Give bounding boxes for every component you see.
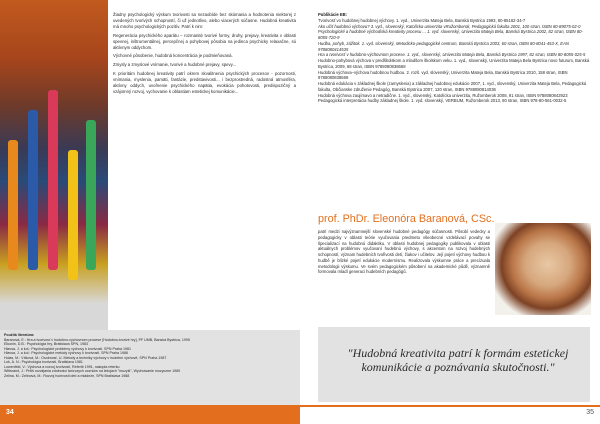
publication-item: Tvorivosť vo hudobnej hudobnej výchovy. 1. vyd., Univerzita Mateja Bela, Banská Bystrica 1993, 80-85162-34-7 xyxy=(318,17,526,23)
publication-item: Hudba, pohyb, zážitok. 1. vyd. slovenský, Metodicko-pedagogické centrum, Banská Bystrica 2003, 60 stran, ISBN 80-8041-453-X, EAN 9788080414535 xyxy=(318,40,569,52)
publication-item: Psychologické a hudobné východiská kreativity procesu ... 1. vyd. slovenský, Univerzita Mateja Bela, Banská Bystrica 2002, 82 stran, ISBN 80-8055-720-9 xyxy=(318,29,583,40)
reference-item: Hlavsa, J. a kol.: Psychologické problémy výchovy k tvorivosti. SPN Praha 1981 xyxy=(4,346,132,351)
publication-item: Hudobná výchova zaujímavo a netradične. 1. vyd., slovenský, Katolícka univerzita, Ružomberok 2008, 91 stran, ISBN 9788080842923 xyxy=(318,92,568,98)
right-footer-bar xyxy=(300,405,600,424)
publication-item: Ako učiť hudobnú výchovu? 3. vyd., slovenský, Katolícka univerzita vRužomberok, Pedagogická fakulta 2001, 100 stran, ISBN 80-89075-02-0 xyxy=(318,23,581,29)
point-education: Výchovné pôsobenie, hudobná koncentrácia je podmieňovaná. xyxy=(113,53,233,59)
point-regeneration: Regenerácia psychického aparátu – rozmanité tvorivé formy, druhy, prejavy, kreativita v oblasti spevnej, inštrumentálnej, percepčnej a pohybovej pôsobia na jedinca psychicky relaxačne, sú aktívnym oddychom. xyxy=(113,32,296,50)
priorities-paragraph: K prioritám hudobnej kreativity patrí okrem skvalitnenia psychických procesov - pozornosti, vnímania, myslenia, pamäti, fantázie, predstavivosti... i bezprostredná, radostná atmosféra, aktívny oddych, uvoľnenie psychického napätia, evokácia pohotovosti, predispozičný a vzájomný rozvoj, vychovanie k oblastiam estetickej komunikácie... xyxy=(113,71,296,94)
reference-item: Lowenfeld, V.: Výchova a rozvoj tvorivosti, Refertir 1991, nakopla reterku xyxy=(4,364,120,369)
reference-item: Wittsrand, J.: Príliš rozwijania zdolności twórczych uczniów na lekcjach "muzyki", Wychowanie muzyczne 1989 xyxy=(4,369,181,373)
reference-item: Zelina, M.: Zelinová, M.: Rozvoj tvorivosti detí a mládeže, SPN Bratislava 1988 xyxy=(4,373,130,378)
publication-item: Hudobno-pohybová výchova v predškolskom a mladšom školskom veku. 1. vyd., slovenský, Univerzita Mateja Bela Bystrica novo futurum, Banská Bystrica, 2009, 68 stran, ISBN 9788080838668 xyxy=(318,58,590,69)
quote-panel xyxy=(318,327,590,402)
author-name: prof. PhDr. Eleonóra Baranová, CSc. xyxy=(318,213,495,225)
page-number-right: 35 xyxy=(586,409,594,416)
reference-item: Baranová, E.: Hra a tvorivosť v hudobno-výchovnom procese [Hudobno-tvorivé hry], PF UMB, Banská Bystrica, 1995 xyxy=(4,337,190,342)
reference-item: Hlavsa, J. a kol.: Psychologické metódy výchovy k tvorivosti. SPN Praha 1986 xyxy=(4,351,129,355)
publications-list xyxy=(318,12,590,104)
publication-item: Hudobná výchova–výchova hudobnou hudbou. 2. rozš. vyd. slovenský, Univerzita Mateja Bela, Banská Bystrica 2010, 158 stran, ISBN 9788080838669 xyxy=(318,69,568,81)
publication-item: Hra a tvorivosť v hudobno-výchovnom procese. 1. vyd., slovenský, Univerzita Mateja Bela, Banská Bystrica 1997, 82 stran, ISBN 80-8055-025-5 xyxy=(318,52,586,58)
reference-item: Holas, M.: Vítková, M.: Osobnosť, U. Metody a techniky výchovy v hudební výchově, SPN Praha 1987 xyxy=(4,355,167,360)
left-page-text xyxy=(113,12,296,98)
crayons-photo xyxy=(0,0,108,330)
quote-text: "Hudobná kreativita patrí k formám estetickej komunikácie a poznávania skutočnosti." xyxy=(347,346,569,374)
author-portrait xyxy=(495,223,591,315)
publications-title: Publikácie EB: xyxy=(318,12,348,17)
left-footer-bar xyxy=(0,405,300,424)
author-bio: patrí medzi najvýznamnejší slovenské hudobné pedagógy súčasnosti. Pôsobí vedecky a pedagogicky v oblasti teórie vyučovania predmetu všeobecné vzdelávací povahy se špecializací na hudobnú didaktiku. V oblasti hudobnej pedagogiky publikovala v oblasti aktuálnych problémov vyučovaní hudebnú výchovy, s akcentom na rozvoj hudebných schopností, význam hudebních tvořivosti detí, žiakov i učitelov. Její pojetí výchovy hudbou k hudbě je blízké pojetí edukácie modernísmu. Realizovala výskumne práce a precízuala metodologii výskumu. Ve svém pedagogickém působení na akademické půdě, významně formovala mladí generaci hudebních pedagógů. xyxy=(318,229,490,275)
publication-item: Pedagogická interpretácia hudby základnej škole. 1. vyd. slovenský, VERBUM, Ružomberok 2013, 80 stran, ISBN 978-80-561-0032-5 xyxy=(318,98,567,104)
publication-item: Hudobná edukácia v základnej škole (zamyslenia) a základnej hudobnej edukácie 2007, 1. vyd., slovenský, Univerzita Mateja Bela, Pedagogická fakulta, Občianske združenie Pedagóg, Banská Bystrica 2007, 120 stran, ISBN 9788080814036 xyxy=(318,81,587,92)
intro-paragraph: Žiadny psychologický výskum tvorivosti sa nezaobíde bez skúmania a hodnotenia niektorej z uvedených tvorivých schopností, či už jednotlivo, alebo viacerých súčasne. Hudobná kreativita má mnoho psychologických pozitív. Patrí k nim: xyxy=(113,12,296,29)
references-title: Použitá literatúra: xyxy=(4,333,35,337)
page-number-left: 34 xyxy=(6,409,14,416)
point-senses: Zmysly a zmyslové vnímanie, tvorivé a hudobné prejavy, spevy... xyxy=(113,62,237,68)
reference-item: Luk, A. N.: Psychológia tvorivosti, Bratislava 1981 xyxy=(4,360,83,364)
references-panel xyxy=(0,330,300,405)
reference-item: Elkonin, D.B.: Psychológia hry, Bratislava SPN, 1983 xyxy=(4,342,89,346)
